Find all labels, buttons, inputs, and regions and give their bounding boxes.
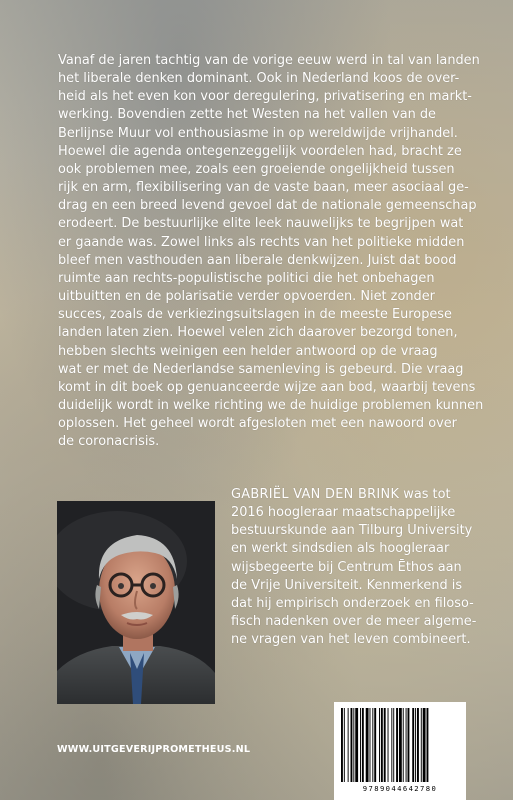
barcode-bar xyxy=(362,708,364,782)
blurb-line: ook problemen mee, zoals een groeiende ongelijkheid tussen xyxy=(58,161,455,177)
blurb-line: werking. Bovendien zette het Westen na het vallen van de xyxy=(58,107,436,123)
blurb-line: het liberale denken dominant. Ook in Nederland koos de over- xyxy=(58,71,460,87)
barcode-bar xyxy=(379,708,380,782)
barcode-bar xyxy=(381,708,383,782)
author-name: GABRIËL VAN DEN BRINK xyxy=(231,487,400,502)
blurb-line: ruimte aan rechts-populistische politici die het onbehagen xyxy=(58,270,435,286)
barcode-bar xyxy=(396,708,398,782)
barcode-bar xyxy=(355,708,358,782)
blurb-line: komt in dit boek op genuanceerde wijze aan bod, waarbij tevens xyxy=(58,379,476,395)
blurb-line: Vanaf de jaren tachtig van de vorige eeuw werd in tal van landen xyxy=(58,53,480,68)
blurb-line: duidelijk wordt in welke richting we de huidige problemen kunnen xyxy=(58,397,484,413)
blurb-line: hebben slechts weinigen een helder antwoord op de vraag xyxy=(58,343,438,359)
barcode-bar xyxy=(415,708,416,782)
barcode-bar xyxy=(406,708,407,782)
blurb-line: drag en een breed levend gevoel dat de nationale gemeenschap xyxy=(58,198,477,214)
blurb-line: Hoewel die agenda ontegenzeggelijk voordelen had, bracht ze xyxy=(58,143,462,159)
barcode-bar xyxy=(384,708,386,782)
author-bio-line: ne vragen van het leven combineert. xyxy=(231,632,471,648)
blurb-line: Berlijnse Muur vol enthousiasme in op wereldwijde vrijhandel. xyxy=(58,125,458,141)
barcode-bar xyxy=(421,708,422,782)
publisher-website[interactable]: WWW.UITGEVERIJPROMETHEUS.NL xyxy=(57,744,251,755)
author-bio xyxy=(231,486,477,649)
barcode-bar xyxy=(403,708,404,782)
author-bio-line: fisch nadenken over de meer algeme- xyxy=(231,614,477,630)
isbn-number: 9789044642780 xyxy=(362,784,438,793)
author-bio-first-line xyxy=(231,486,471,504)
blurb-line: rijk en arm, flexibilisering van de vaste baan, meer asociaal ge- xyxy=(58,180,469,196)
blurb-line: erodeert. De bestuurlijke elite leek nauwelijks te begrijpen wat xyxy=(58,216,464,232)
author-bio-line: 2016 hoogleraar maatschappelijke xyxy=(231,505,456,521)
barcode-bar xyxy=(366,708,369,782)
author-bio-line: en werkt sindsdien als hoogleraar xyxy=(231,541,450,557)
barcode-bar xyxy=(360,708,361,782)
barcode-bar xyxy=(408,708,410,782)
barcode-bar xyxy=(341,708,343,782)
blurb-line: uitbuitten en de polarisatie verder opvoerden. Niet zonder xyxy=(58,289,435,305)
barcode-bar xyxy=(391,708,392,782)
barcode-bar xyxy=(344,708,345,782)
author-portrait-image xyxy=(57,501,215,704)
author-photo xyxy=(57,501,215,704)
barcode-bar xyxy=(393,708,394,782)
barcode-bar xyxy=(427,708,429,782)
blurb-line: succes, zoals de verkiezingsuitslagen in de meeste Europese xyxy=(58,307,452,323)
barcode-bars xyxy=(341,708,459,782)
barcode-bar xyxy=(399,708,402,782)
blurb-line: bleef men vasthouden aan liberale denkwijzen. Juist dat bood xyxy=(58,252,457,268)
author-bio-line: dat hij empirisch onderzoek en filoso- xyxy=(231,595,474,611)
author-bio-line: wijsbegeerte bij Centrum Ēthos aan xyxy=(231,559,462,575)
barcode-bar xyxy=(370,708,371,782)
barcode-bar xyxy=(374,708,376,782)
blurb-line: er gaande was. Zowel links als rechts van het politieke midden xyxy=(58,234,465,250)
blurb-line: heid als het even kon voor deregulering, privatisering en markt- xyxy=(58,89,472,105)
blurb-line: wat er met de Nederlandse samenleving is gebeurd. Die vraag xyxy=(58,361,464,377)
barcode-bar xyxy=(351,708,353,782)
barcode-bar xyxy=(423,708,426,782)
barcode-bar xyxy=(417,708,419,782)
author-bio-first-line-rest: was tot xyxy=(399,487,451,502)
barcode-bar xyxy=(353,708,354,782)
barcode-bar xyxy=(388,708,389,782)
barcode-bar xyxy=(348,708,349,782)
author-bio-line: bestuurskunde aan Tilburg University xyxy=(231,523,473,539)
back-cover-blurb xyxy=(58,52,484,451)
author-bio-line: de Vrije Universiteit. Kenmerkend is xyxy=(231,577,463,593)
barcode-bar xyxy=(372,708,373,782)
blurb-line: landen laten zien. Hoewel velen zich daarover bezorgd tonen, xyxy=(58,325,458,341)
barcode-bar xyxy=(412,708,414,782)
blurb-line: de coronacrisis. xyxy=(58,434,160,450)
isbn-barcode xyxy=(334,702,466,800)
blurb-line: oplossen. Het geheel wordt afgesloten met een nawoord over xyxy=(58,416,457,432)
